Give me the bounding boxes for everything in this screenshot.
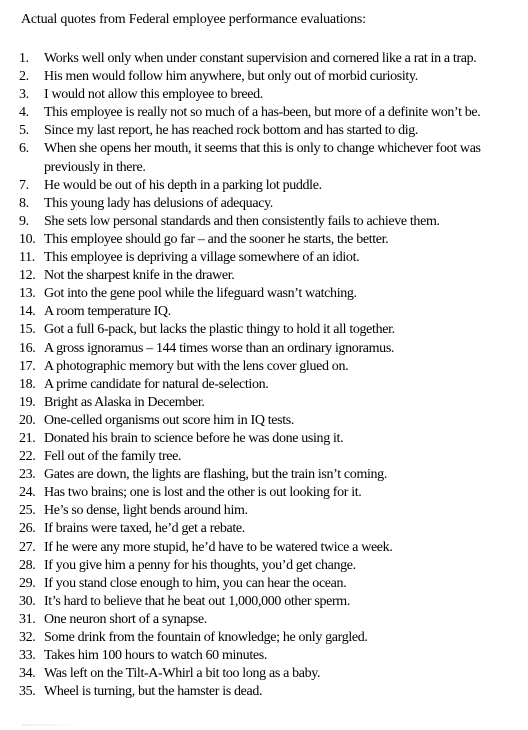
quote-number: 3. bbox=[19, 87, 29, 103]
quote-number: 21. bbox=[19, 430, 36, 446]
quote-text: Has two brains; one is lost and the other is out looking for it. bbox=[44, 485, 362, 501]
quote-text: His men would follow him anywhere, but only out of morbid curiosity. bbox=[44, 69, 418, 85]
quote-number: 24. bbox=[19, 485, 36, 501]
quote-item bbox=[0, 539, 528, 557]
quote-item bbox=[0, 665, 528, 683]
cropped-next-line bbox=[22, 724, 82, 726]
quote-number: 10. bbox=[19, 231, 36, 247]
quote-text: A room temperature IQ. bbox=[44, 304, 171, 320]
quote-text: One neuron short of a synapse. bbox=[44, 611, 207, 627]
quote-number: 25. bbox=[19, 503, 36, 519]
quote-item bbox=[0, 231, 528, 249]
quote-number: 2. bbox=[19, 69, 29, 85]
quote-text: If you give him a penny for his thoughts, you’d get change. bbox=[44, 557, 356, 573]
quote-number: 34. bbox=[19, 666, 36, 682]
quote-item bbox=[0, 340, 528, 358]
quote-text: This employee is really not so much of a has-been, but more of a definite won’t be. bbox=[44, 105, 481, 121]
quote-item bbox=[0, 249, 528, 267]
quote-text: This young lady has delusions of adequacy. bbox=[44, 195, 273, 211]
quote-number: 14. bbox=[19, 304, 36, 320]
quote-number: 22. bbox=[19, 449, 36, 465]
quote-item bbox=[0, 267, 528, 285]
quote-number: 1. bbox=[19, 51, 29, 66]
quote-text: Takes him 100 hours to watch 60 minutes. bbox=[44, 648, 267, 664]
quote-number: 4. bbox=[19, 105, 29, 121]
quote-item bbox=[0, 303, 528, 321]
quote-number: 18. bbox=[19, 376, 36, 392]
quote-text: When she opens her mouth, it seems that this is only to change whichever foot was previously in there. bbox=[44, 141, 481, 175]
quote-item bbox=[0, 466, 528, 484]
quote-text: A gross ignoramus – 144 times worse than an ordinary ignoramus. bbox=[44, 340, 395, 356]
quote-text: Donated his brain to science before he was done using it. bbox=[44, 430, 344, 446]
quote-text: One-celled organisms out score him in IQ tests. bbox=[44, 412, 295, 428]
quote-list bbox=[0, 50, 528, 701]
document-title: Actual quotes from Federal employee performance evaluations: bbox=[21, 12, 366, 27]
quote-text: Wheel is turning, but the hamster is dead. bbox=[44, 684, 263, 700]
quote-number: 31. bbox=[19, 611, 36, 627]
quote-number: 12. bbox=[19, 268, 36, 284]
quote-item bbox=[0, 557, 528, 575]
quote-text: Works well only when under constant supervision and cornered like a rat in a trap. bbox=[44, 51, 477, 66]
quote-text: She sets low personal standards and then consistently fails to achieve them. bbox=[44, 213, 440, 229]
quote-item bbox=[0, 394, 528, 412]
quote-text: Since my last report, he has reached rock bottom and has started to dig. bbox=[44, 123, 419, 139]
quote-number: 23. bbox=[19, 467, 36, 483]
quote-number: 13. bbox=[19, 286, 36, 302]
quote-text: This employee is depriving a village somewhere of an idiot. bbox=[44, 250, 360, 266]
quote-text: He’s so dense, light bends around him. bbox=[44, 503, 248, 519]
quote-text: A photographic memory but with the lens cover glued on. bbox=[44, 358, 349, 374]
quote-number: 20. bbox=[19, 412, 36, 428]
quote-text: This employee should go far – and the sooner he starts, the better. bbox=[44, 231, 389, 247]
quote-item bbox=[0, 122, 528, 140]
quote-text: If brains were taxed, he’d get a rebate. bbox=[44, 521, 245, 537]
quote-number: 28. bbox=[19, 557, 36, 573]
quote-number: 7. bbox=[19, 177, 29, 193]
quote-number: 33. bbox=[19, 648, 36, 664]
quote-item bbox=[0, 50, 528, 68]
quote-text: Not the sharpest knife in the drawer. bbox=[44, 268, 235, 284]
quote-item bbox=[0, 593, 528, 611]
quote-item bbox=[0, 285, 528, 303]
quote-item bbox=[0, 140, 528, 176]
quote-item bbox=[0, 376, 528, 394]
quote-number: 35. bbox=[19, 684, 36, 700]
quote-number: 8. bbox=[19, 195, 29, 211]
quote-item bbox=[0, 683, 528, 701]
quote-text: Bright as Alaska in December. bbox=[44, 394, 205, 410]
quote-item bbox=[0, 412, 528, 430]
quote-number: 27. bbox=[19, 539, 36, 555]
quote-text: It’s hard to believe that he beat out 1,000,000 other sperm. bbox=[44, 593, 350, 609]
quote-item bbox=[0, 484, 528, 502]
quote-number: 11. bbox=[19, 250, 35, 266]
quote-item bbox=[0, 321, 528, 339]
quote-number: 19. bbox=[19, 394, 36, 410]
quote-text: Fell out of the family tree. bbox=[44, 449, 182, 465]
quote-item bbox=[0, 213, 528, 231]
quote-number: 30. bbox=[19, 593, 36, 609]
quote-number: 9. bbox=[19, 213, 29, 229]
quote-item bbox=[0, 502, 528, 520]
quote-item bbox=[0, 86, 528, 104]
quote-number: 26. bbox=[19, 521, 36, 537]
quote-text: Got into the gene pool while the lifeguard wasn’t watching. bbox=[44, 286, 357, 302]
quote-number: 17. bbox=[19, 358, 36, 374]
quote-item bbox=[0, 520, 528, 538]
quote-item bbox=[0, 575, 528, 593]
quote-number: 15. bbox=[19, 322, 36, 338]
quote-number: 6. bbox=[19, 141, 29, 157]
quote-item bbox=[0, 68, 528, 86]
quote-number: 5. bbox=[19, 123, 29, 139]
quote-item bbox=[0, 611, 528, 629]
quote-text: If he were any more stupid, he’d have to be watered twice a week. bbox=[44, 539, 393, 555]
quote-item bbox=[0, 177, 528, 195]
quote-text: Was left on the Tilt-A-Whirl a bit too long as a baby. bbox=[44, 666, 321, 682]
quote-text: Got a full 6-pack, but lacks the plastic thingy to hold it all together. bbox=[44, 322, 395, 338]
quote-item bbox=[0, 448, 528, 466]
quote-item bbox=[0, 104, 528, 122]
quote-text: He would be out of his depth in a parking lot puddle. bbox=[44, 177, 322, 193]
quote-item bbox=[0, 195, 528, 213]
quote-text: Gates are down, the lights are flashing, but the train isn’t coming. bbox=[44, 467, 387, 483]
quote-item bbox=[0, 430, 528, 448]
quote-text: A prime candidate for natural de-selection. bbox=[44, 376, 269, 392]
quote-text: Some drink from the fountain of knowledge; he only gargled. bbox=[44, 630, 368, 645]
quote-text: If you stand close enough to him, you can hear the ocean. bbox=[44, 575, 347, 591]
quote-number: 16. bbox=[19, 340, 36, 356]
quote-text: I would not allow this employee to breed. bbox=[44, 87, 263, 103]
quote-number: 32. bbox=[19, 630, 36, 645]
quote-item bbox=[0, 647, 528, 665]
quote-item bbox=[0, 629, 528, 647]
quote-number: 29. bbox=[19, 575, 36, 591]
quote-item bbox=[0, 358, 528, 376]
